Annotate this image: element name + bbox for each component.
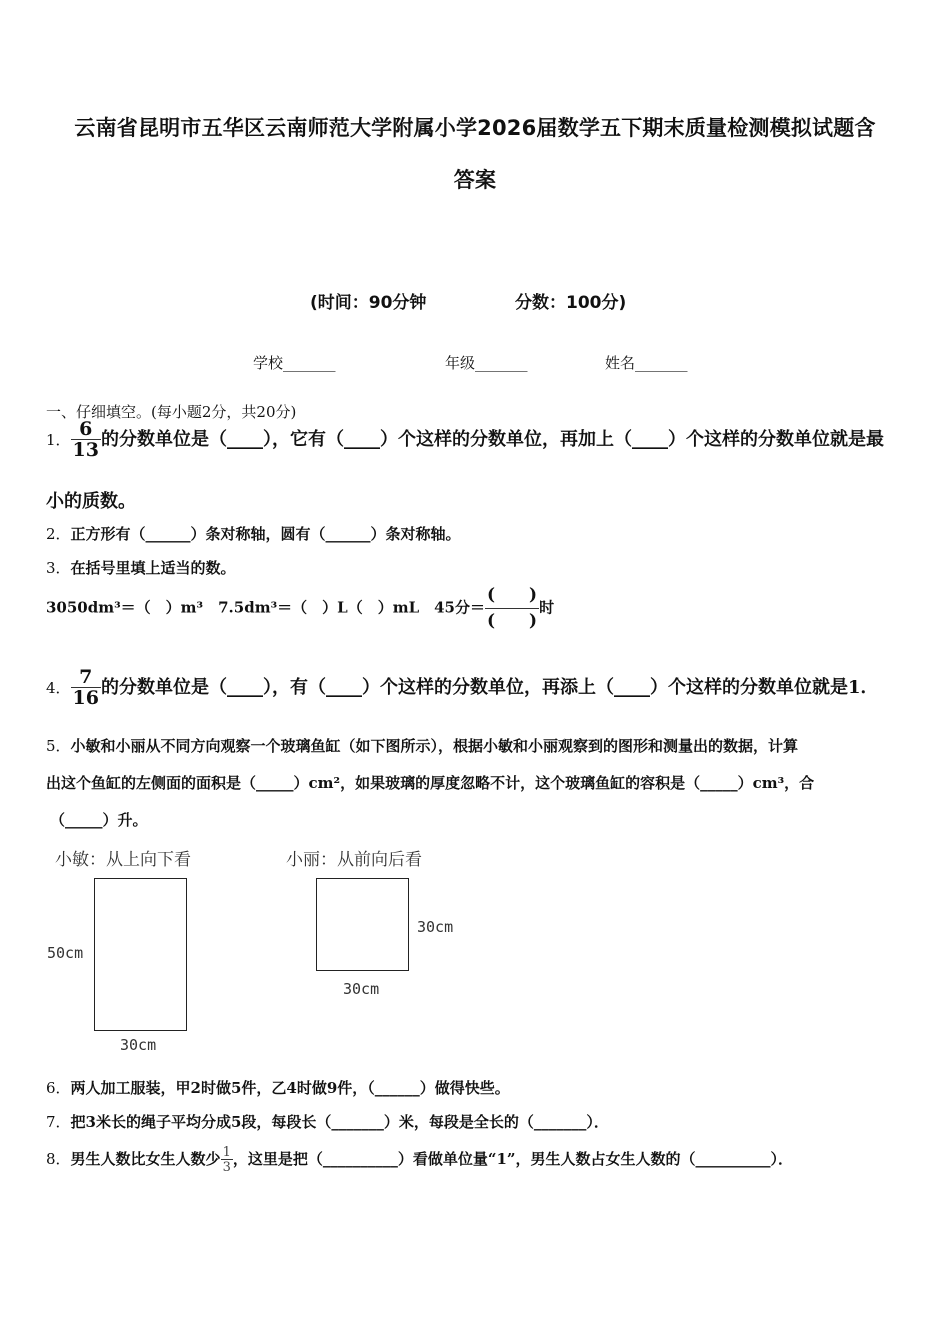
fraction-denominator: ( ): [485, 608, 539, 630]
question-number: 7．: [46, 1113, 71, 1131]
question-number: 8．: [46, 1150, 71, 1168]
top-view-rectangle: [94, 878, 187, 1031]
fraction-numerator: ( ): [487, 585, 538, 605]
question-5-line1: [46, 735, 798, 756]
question-2: [46, 523, 461, 544]
question-6: [46, 1077, 510, 1098]
question-7: [46, 1111, 609, 1132]
question-number: 2．: [46, 525, 71, 543]
question-text-continued: ，这里是把（__________）看做单位量“1”，男生人数占女生人数的（__________）．: [232, 1150, 794, 1168]
figure-caption-top-view: 小敏：从上向下看: [55, 850, 191, 870]
top-view-height-label: 50cm: [47, 944, 84, 962]
figure-caption-front-view: 小丽：从前向后看: [286, 850, 422, 870]
question-number: 4．: [46, 679, 71, 697]
front-view-square: [316, 878, 409, 971]
fraction: [71, 668, 101, 708]
question-5-line3: （_____）升。: [50, 811, 148, 829]
question-3-line: [46, 587, 554, 630]
fraction: [71, 420, 101, 460]
exam-score: 分数：100分): [515, 293, 627, 313]
question-text: 的分数单位是（____），它有（____）个这样的分数单位，再加上（____）个这样的分数单位就是最: [101, 429, 884, 450]
front-view-width-label: 30cm: [343, 980, 380, 998]
exam-time: (时间：90分钟: [310, 293, 427, 313]
fraction-denominator: 16: [72, 687, 99, 709]
fraction-denominator: 3: [222, 1160, 231, 1175]
question-4: [46, 668, 879, 708]
question-1-continued: 小的质数。: [46, 491, 136, 512]
question-text: 在括号里填上适当的数。: [70, 559, 236, 577]
question-text: 小敏和小丽从不同方向观察一个玻璃鱼缸（如下图所示），根据小敏和小丽观察到的图形和测量出的数据，计算: [70, 737, 799, 755]
question-text: 男生人数比女生人数少: [70, 1150, 221, 1168]
conversion-text: 3050dm³＝（ ）m³ 7.5dm³＝（ ）L（ ）mL 45分＝: [46, 598, 485, 617]
question-number: 5．: [46, 737, 71, 755]
question-number: 1．: [46, 431, 71, 449]
name-field[interactable]: 姓名_______: [605, 354, 688, 372]
page-title-line2: 答案: [453, 168, 497, 192]
question-text: 的分数单位是（____），有（____）个这样的分数单位，再添上（____）个这样的分数单位就是1．: [101, 677, 879, 698]
fraction: [485, 587, 539, 630]
fraction-denominator: 13: [72, 439, 99, 461]
school-field[interactable]: 学校_______: [253, 354, 336, 372]
question-number: 3．: [46, 559, 71, 577]
unit-text: 时: [539, 598, 555, 617]
front-view-height-label: 30cm: [417, 918, 454, 936]
grade-field[interactable]: 年级_______: [445, 354, 528, 372]
fraction-numerator: 6: [79, 418, 93, 440]
question-text: 正方形有（______）条对称轴，圆有（______）条对称轴。: [70, 525, 461, 543]
fraction-numerator: 7: [79, 666, 93, 688]
question-number: 6．: [46, 1079, 71, 1097]
fraction-numerator: 1: [222, 1145, 231, 1160]
top-view-width-label: 30cm: [120, 1036, 157, 1054]
question-5-line2: 出这个鱼缸的左侧面的面积是（_____）cm²，如果玻璃的厚度忽略不计，这个玻璃鱼缸的容积是（_____）cm³，合: [46, 774, 815, 792]
section-heading: 一、仔细填空。(每小题2分，共20分): [46, 403, 297, 421]
page-title-line1: 云南省昆明市五华区云南师范大学附属小学2026届数学五下期末质量检测模拟试题含: [74, 116, 876, 140]
question-text: 两人加工服装，甲2时做5件，乙4时做9件，（______）做得快些。: [70, 1079, 510, 1097]
question-8: [46, 1146, 793, 1174]
fraction: [221, 1146, 233, 1174]
question-1: [46, 420, 884, 460]
question-text: 把3米长的绳子平均分成5段，每段长（_______）米，每段是全长的（_______）．: [70, 1113, 609, 1131]
question-3: [46, 557, 236, 578]
